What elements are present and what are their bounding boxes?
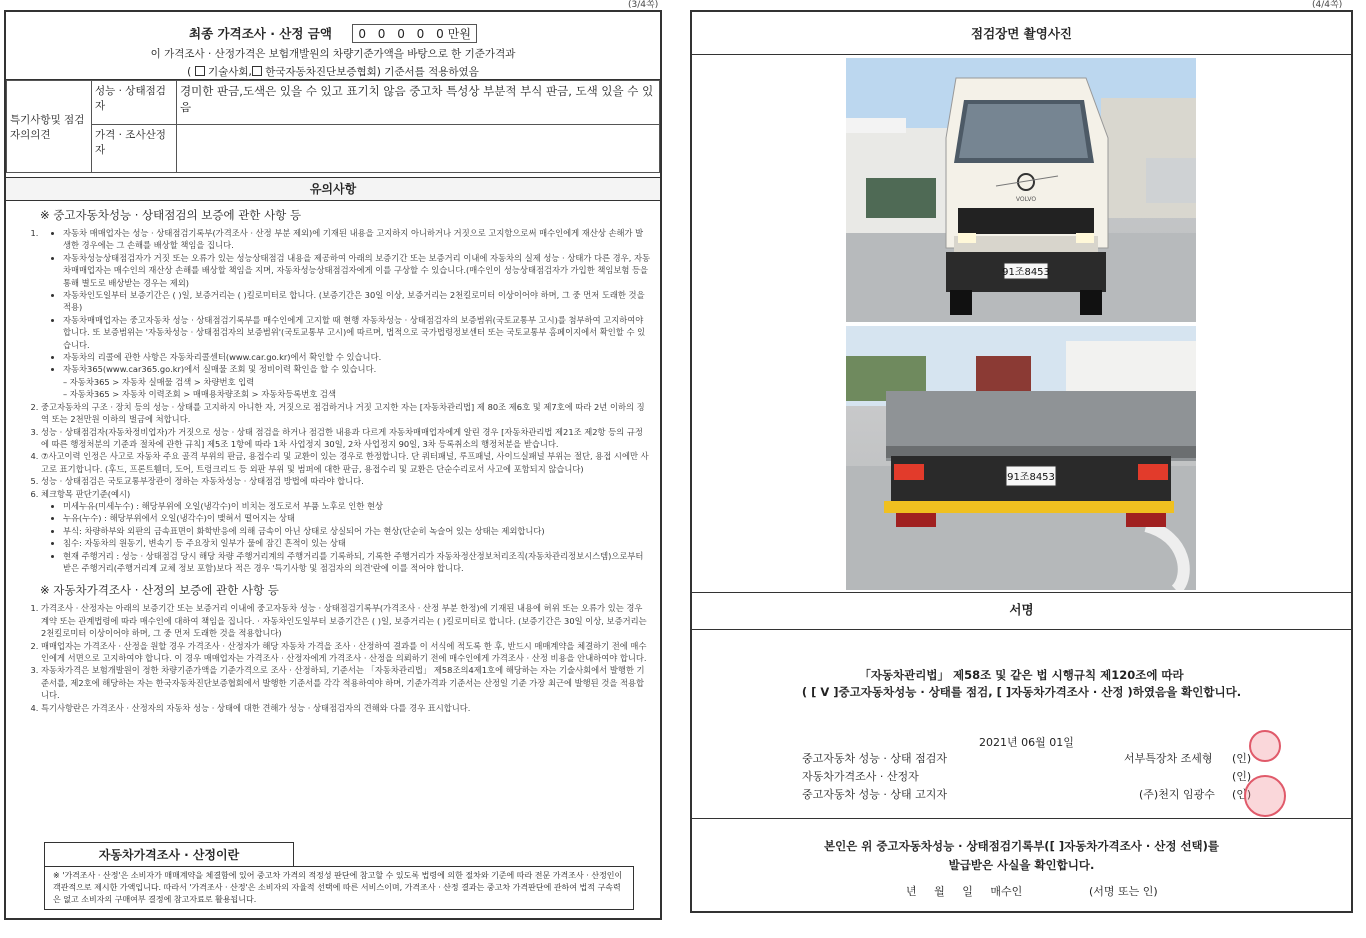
price-definition-text: ※ '가격조사 · 산정'은 소비자가 매매계약을 체결함에 있어 중고차 가격의 적정성 판단에 참고할 수 있도록 법령에 의한 절차와 기준에 따라 전문 가격조사 · 산정인이 객관적으로 제시한 가액입니다. 따라서 '가격조사 · 산정'은 소비자의 자율적 선택에 따른 서비스이며, 가격조사 · 산정 결과는 중고차 가격판단에 관하여 법적 구속력은 없고 소비자의 구매여부 결정에 참고자료로 활용됩니다. xyxy=(44,866,634,910)
buyer-date-line: 년 월 일 매수인 xyxy=(906,885,1023,898)
list-item: • 자동차성능상태점검자가 거짓 또는 오류가 있는 성능상태점검 내용을 제공하여 아래의 보증기간 또는 보증거리 이내에 자동차의 실제 성능 · 상태가 다른 경우, 자동차매매업자는 매수인의 재산상 손해를 배상할 책임을 지며, 자동차성능상태점검자에게 이를 구상할 수 있습니다.(매수인이 성능상태점검자가 가입한 책임보험 등을 통해 별도로 배상받는 경우는 제외) xyxy=(63,252,650,289)
truck-rear-photo xyxy=(846,326,1196,590)
notes-title: 유의사항 xyxy=(6,177,660,201)
photos-title: 점검장면 촬영사진 xyxy=(692,12,1351,55)
price-header xyxy=(6,12,660,80)
seal-mark: (인) xyxy=(1232,752,1252,765)
truck-rear-illustration xyxy=(846,326,1196,590)
price-warranty-notes xyxy=(6,602,660,714)
signer-name: 서부특장차 조세형 xyxy=(1124,752,1213,765)
truck-front-photo xyxy=(846,58,1196,322)
list-item: 5. 성능 · 상태점검은 국토교통부장관이 정하는 자동차성능 · 상태점검 방법에 따라야 합니다. xyxy=(41,475,650,487)
inspection-confirm-line: ( [ V ]중고자동차성능 · 상태를 점검, [ ]자동차가격조사 · 산정 )하였음을 확인합니다. xyxy=(801,685,1242,699)
performance-warranty-heading: ※ 중고자동차성능 · 상태점검의 보증에 관한 사항 등 xyxy=(40,208,302,222)
receipt-confirm-line-2: 발급받은 사실을 확인합니다. xyxy=(948,858,1095,872)
price-assessor-opinion xyxy=(177,125,660,173)
list-item: • 현재 주행거리 : 성능 · 상태점검 당시 해당 차량 주행거리계의 주행거리를 기록하되, 기록한 주행거리가 자동차정산정보처리조직(자동차관리정보시스템)으로부터 받은 주행거리(주행거리계 교체 정보 포함)보다 적은 경우 '특기사항 및 점검자의 의견'란에 이를 적어야 합니다. xyxy=(63,550,650,575)
price-amount-box: 0 0 0 0 0만원 xyxy=(352,24,477,43)
law-confirm-line: 「자동차관리법」 제58조 및 같은 법 시행규칙 제120조에 따라 xyxy=(859,668,1184,682)
page-number-left: (3/4쪽) xyxy=(628,0,659,10)
checkbox-icon xyxy=(195,66,205,76)
seal-mark: (인) xyxy=(1232,770,1252,783)
inspector-opinion-text: 경미한 판금,도색은 있을 수 있고 표기치 않음 중고차 특성상 부분적 부식 판금, 도색 있을 수 있음 xyxy=(177,81,660,125)
final-price-title: 최종 가격조사 · 산정 금액 xyxy=(189,26,332,41)
notifier-seal-stamp xyxy=(1244,775,1286,817)
list-item: 2. 매매업자는 가격조사 · 산정을 원할 경우 가격조사 · 산정자가 해당 자동차 가격을 조사 · 산정하여 결과를 이 서식에 적도록 한 후, 반드시 매매계약을 체결하기 전에 매수인에게 서면으로 고지하여야 합니다. 이 경우 매매업자는 가격조사 · 산정자에게 가격조사 · 산정을 의뢰하기 전에 매수인에게 가격조사 · 산정 비용을 안내하여야 합니다. xyxy=(41,640,650,665)
left-document-page xyxy=(4,10,662,920)
inspector-label: 성능 · 상태점검자 xyxy=(92,81,177,125)
signer-name: (주)천지 임광수 xyxy=(1139,788,1215,801)
signer-role: 자동차가격조사 · 산정자 xyxy=(802,770,919,783)
inspector-seal-stamp xyxy=(1249,730,1281,762)
list-item: 3. 자동차가격은 보험개발원이 정한 차량기준가액을 기준가격으로 조사 · 산정하되, 기준서는 「자동차관리법」 제58조의4제1호에 해당하는 자는 기술사회에서 발행한 기준서를, 제2호에 해당하는 자는 한국자동차진단보증협회에서 발행한 기준서를 각각 적용하여야 하며, 기준가격과 기준서는 산정일 기준 가장 최근에 발행된 것을 적용합니다. xyxy=(41,664,650,701)
list-item: • 자동차인도일부터 보증기간은 ( )일, 보증거리는 ( )킬로미터로 합니다. (보증기간은 30일 이상, 보증거리는 2천킬로미터 이상이어야 하며, 그 중 먼저 도래한 것을 적용) xyxy=(63,289,650,314)
signer-role: 중고자동차 성능 · 상태 점검자 xyxy=(802,752,947,765)
list-item: 3. 성능 · 상태점검자(자동차정비업자)가 거짓으로 성능 · 상태 점검을 하거나 점검한 내용과 다르게 자동차매매업자에게 알린 경우 [자동차관리법 제21조 제2항 등의 규정에 따른 행정처분의 기준과 절차에 관한 규칙] 제5조 1항에 따라 1차 사업정지 30일, 2차 사업정지 90일, 3차 등록취소의 행정처분을 받습니다. xyxy=(41,426,650,451)
list-item: • 1. 자동차 매매업자는 성능 · 상태점검기록부(가격조사 · 산정 부분 제외)에 기재된 내용을 고지하지 아니하거나 거짓으로 고지함으로써 매수인에게 재산상 손해가 발생한 경우에는 그 손해를 배상할 책임을 집니다. xyxy=(63,227,650,252)
divider xyxy=(692,818,1351,819)
list-item: 6. 체크항목 판단기준(예시) • 미세누유(미세누수) : 해당부위에 오일(냉각수)이 비치는 정도로서 부품 노후로 인한 현상 • 누유(누수) : 해당부위에서 오일(냉각수)이 맺혀서 떨어지는 상태 • 부식: 차량하부와 외판의 금속표면이 화학반응에 의해 금속이 아닌 상태로 상실되어 가는 현상(단순히 녹슬어 있는 상태는 제외합니다) • 침수: 자동차의 원동기, 변속기 등 주요장치 일부가 물에 잠긴 흔적이 있는 상태 • 현재 주행거리 : 성능 · 상태점검 당시 해당 차량 주행거리계의 주행거리를 기록하되, 기록한 주행거리가 자동차정산정보처리조직(자동차관리정보시스템)으로부터 받은 주행거리(주행거리계 교체 정보 포함)보다 적은 경우 '특기사항 및 점검자의 의견'란에 이를 적어야 합니다. xyxy=(41,488,650,575)
page-number-right: (4/4쪽) xyxy=(1312,0,1343,10)
rear-plate-text: 91조8453 xyxy=(1007,472,1055,483)
buyer-signature-label: (서명 또는 인) xyxy=(1089,885,1158,898)
list-item: 2. 중고자동차의 구조 · 장치 등의 성능 · 상태를 고지하지 아니한 자, 거짓으로 점검하거나 거짓 고지한 자는 [자동차관리법] 제 80조 제6호 및 제7호에 따라 2년 이하의 징역 또는 2천만원 이하의 벌금에 처합니다. xyxy=(41,401,650,426)
price-definition-title: 자동차가격조사 · 산정이란 xyxy=(44,842,294,867)
list-item: 1. 가격조사 · 산정자는 아래의 보증기간 또는 보증거리 이내에 중고자동차 성능 · 상태점검기록부(가격조사 · 산정 부분 한정)에 기재된 내용에 허위 또는 오류가 있는 경우 계약 또는 관계법령에 따라 매수인에 대하여 책임을 집니다. · 자동차인도일부터 보증기간은 ( )일, 보증거리는 ( )킬로미터로 합니다. (보증기간은 30일 이상, 보증거리는 2천킬로미터 이상이어야 하며, 그 중 먼저 도래한 것을 적용합니다) xyxy=(41,602,650,639)
list-item: • 자동차365(www.car365.go.kr)에서 실매물 조회 및 정비이력 확인을 할 수 있습니다. – 자동차365 > 자동차 실매물 검색 > 차량번호 입력 – 자동차365 > 자동차 이력조회 > 매매용차량조회 > 자동차등록번호 검색 xyxy=(63,363,650,400)
checkbox-icon xyxy=(252,66,262,76)
list-item: • 자동차의 리콜에 관한 사항은 자동차리콜센터(www.car.go.kr)에서 확인할 수 있습니다. xyxy=(63,351,650,363)
list-item: • 미세누유(미세누수) : 해당부위에 오일(냉각수)이 비치는 정도로서 부품 노후로 인한 현상 xyxy=(63,500,650,512)
price-definition-box xyxy=(44,842,634,910)
opinion-table xyxy=(6,80,660,173)
front-plate-text: 91조8453 xyxy=(1002,267,1050,278)
price-standard-line: ( 기술사회, 한국자동차진단보증협회) 기준서를 적용하였음 xyxy=(187,66,479,78)
price-assessor-label: 가격 · 조사산정자 xyxy=(92,125,177,173)
signature-date: 2021년 06월 01일 xyxy=(979,736,1074,749)
price-basis-line: 이 가격조사 · 산정가격은 보험개발원의 차량기준가액을 바탕으로 한 기준가격과 xyxy=(150,48,516,60)
signature-title: 서명 xyxy=(1009,602,1034,617)
divider xyxy=(692,629,1351,630)
brand-badge: VOLVO xyxy=(1015,196,1037,203)
price-warranty-heading: ※ 자동차가격조사 · 산정의 보증에 관한 사항 등 xyxy=(40,583,279,598)
list-item: 4. ⑦사고이력 인정은 사고로 자동차 주요 골격 부위의 판금, 용접수리 및 교환이 있는 경우로 한정합니다. 단 쿼터패널, 루프패널, 사이드실패널 부위는 절단, 용접 시에만 사고로 표기합니다. (후드, 프론트휀더, 도어, 트렁크리드 등 외판 부위 및 범퍼에 대한 판금, 용접수리 및 교환은 단순수리로서 사고에 포함되지 않습니다) xyxy=(41,450,650,475)
performance-warranty-notes xyxy=(6,227,660,574)
receipt-confirm-line: 본인은 위 중고자동차성능 · 상태점검기록부([ ]자동차가격조사 · 산정 선택)를 xyxy=(823,839,1220,853)
list-item: • 자동차매매업자는 중고자동차 성능 · 상태점검기록부를 매수인에게 고지할 때 현행 자동차성능 · 상태점검자의 보증범위(국토교통부 고시)를 첨부하여 고지하여야 합니다. 또 보증범위는 '자동차성능 · 상태점검자의 보증범위'(국토교통부 고시)에 따르며, 법적으로 국가법령정보센터 또는 국토교통부 홈페이지에서 확인할 수 있습니다. xyxy=(63,314,650,351)
seal-mark: (인) xyxy=(1232,788,1252,801)
list-item: 4. 특기사항란은 가격조사 · 산정자의 자동차 성능 · 상태에 대한 견해가 성능 · 상태점검자의 견해와 다를 경우 표시합니다. xyxy=(41,702,650,714)
opinion-row-label: 특기사항및 점검자의의견 xyxy=(7,81,92,173)
list-item: • 부식: 차량하부와 외판의 금속표면이 화학반응에 의해 금속이 아닌 상태로 상실되어 가는 현상(단순히 녹슬어 있는 상태는 제외합니다) xyxy=(63,525,650,537)
signer-role: 중고자동차 성능 · 상태 고지자 xyxy=(802,788,947,801)
truck-front-illustration xyxy=(846,58,1196,322)
list-item: • 침수: 자동차의 원동기, 변속기 등 주요장치 일부가 물에 잠긴 흔적이 있는 상태 xyxy=(63,537,650,549)
right-document-page xyxy=(690,10,1353,913)
divider xyxy=(692,592,1351,593)
list-item: • 누유(누수) : 해당부위에서 오일(냉각수)이 맺혀서 떨어지는 상태 xyxy=(63,512,650,524)
